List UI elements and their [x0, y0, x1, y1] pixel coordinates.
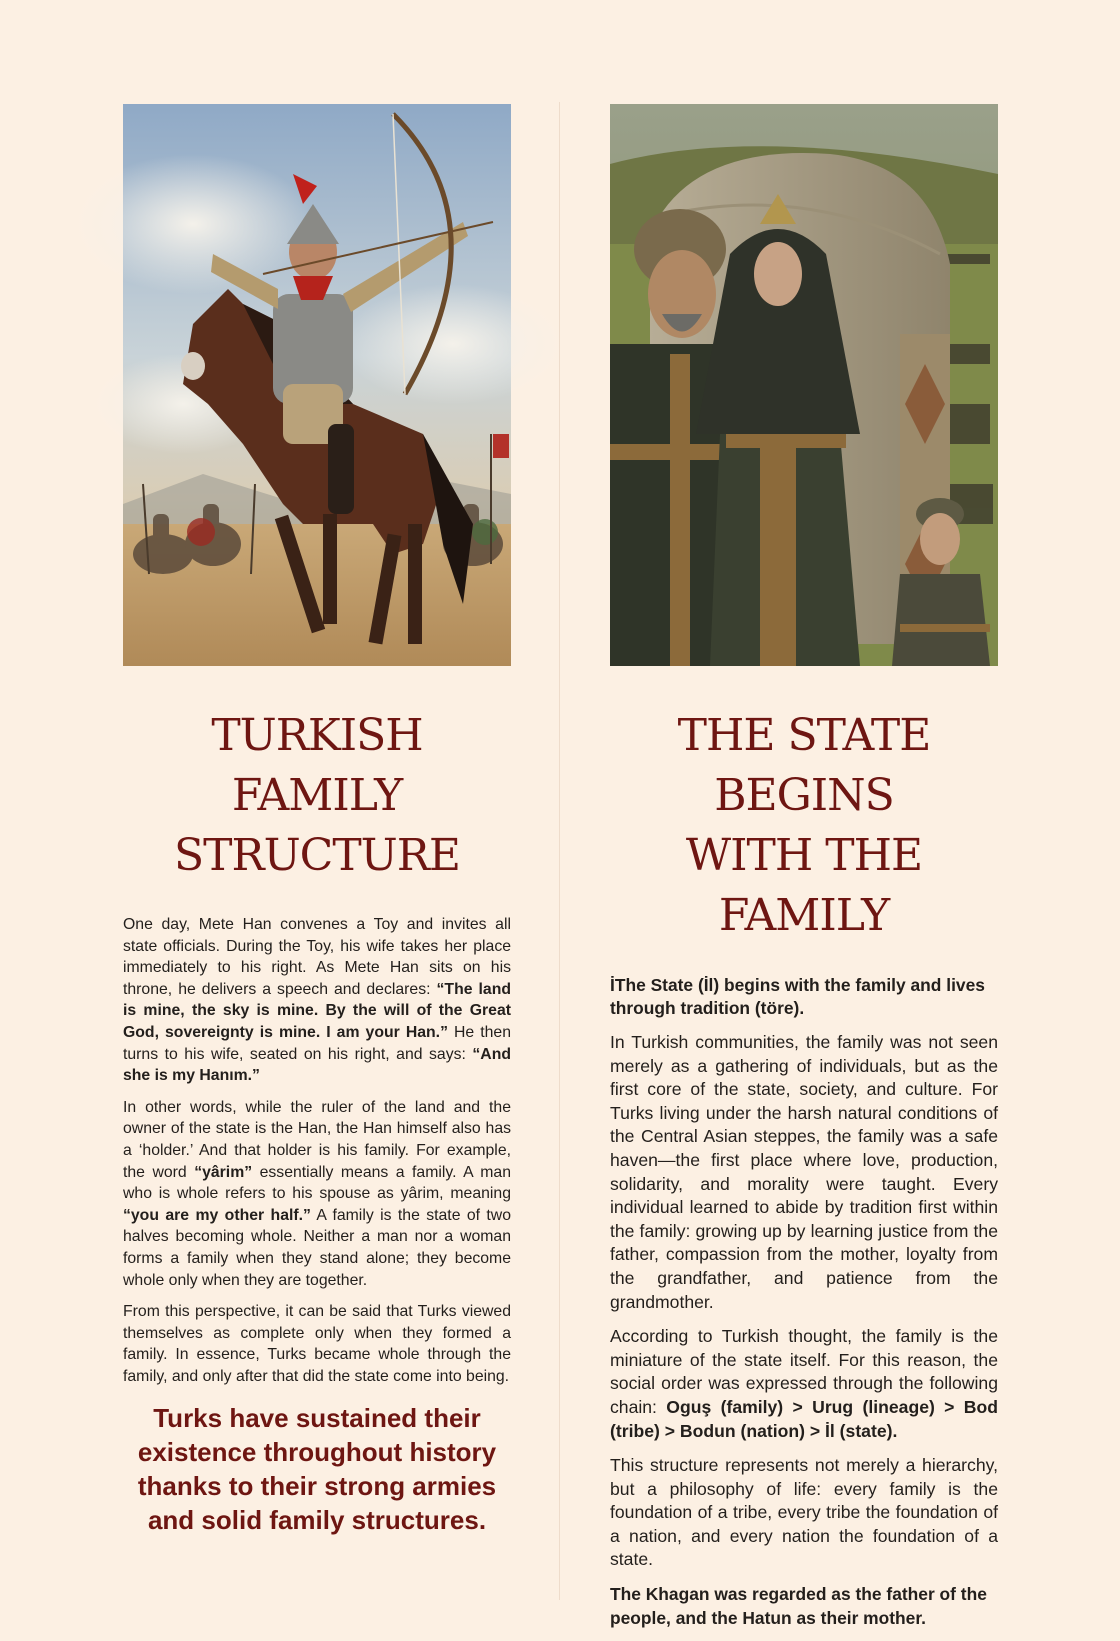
emphasis-line: existence throughout history — [137, 1437, 497, 1468]
text: A family is the state of two halves becoming whole. Neither a man nor a woman forms a family when they stand alone; they become whole only when they are together. — [123, 1206, 511, 1289]
text: One day, Mete Han convenes a Toy and invites all state officials. During the Toy, his wife takes her place immediately to his right. As Mete Han sits on his throne, he delivers a speech and declares: — [123, 916, 511, 998]
emphasis-line: and solid family structures. — [147, 1505, 487, 1536]
emphasis-line: thanks to their strong armies — [137, 1471, 497, 1502]
column-divider — [559, 102, 560, 1600]
right-closing-statement: The Khagan was regarded as the father of the people, and the Hatun as their mother. — [610, 1584, 987, 1628]
right-paragraph-3: This structure represents not merely a hierarchy, but a philosophy of life: every family is the foundation of a tribe, every tribe the foundation of a nation, and every nation the foundation of a state. — [610, 1455, 998, 1570]
emphasis-line: Turks have sustained their — [153, 1403, 481, 1434]
left-body — [123, 914, 511, 1387]
text: He then turns to his wife, seated on his right, and says: — [123, 1023, 511, 1063]
left-title — [123, 706, 511, 886]
text: essentially means a family. A man who is whole refers to his spouse as yârim, meaning — [123, 1163, 512, 1203]
left-title-line: STRUCTURE — [173, 830, 461, 881]
right-paragraph-2 — [610, 1325, 998, 1443]
left-column — [123, 104, 511, 1537]
left-paragraph-2 — [123, 1097, 511, 1291]
left-paragraph-1 — [123, 914, 511, 1087]
horse-archer-image — [123, 104, 511, 666]
right-column — [610, 104, 998, 1641]
text: According to Turkish thought, the family is the miniature of the state itself. For this reason, the social order was expressed through the following chain: — [610, 1326, 998, 1417]
left-title-line: TURKISH FAMILY — [211, 710, 423, 821]
right-lead-statement: İThe State (İl) begins with the family and lives through tradition (töre). — [610, 975, 985, 1018]
right-title-line: WITH THE FAMILY — [685, 830, 923, 941]
bold-quote: “The land is mine, the sky is mine. By the will of the Great God, sovereignty is mine. I am your Han.” — [123, 980, 511, 1041]
bold-quote: “you are my other half.” — [123, 1206, 311, 1224]
left-paragraph-3: From this perspective, it can be said that Turks viewed themselves as complete only when they formed a family. In essence, Turks became whole through the family, and only after that did the state come into being. — [123, 1303, 511, 1385]
family-yurt-image — [610, 104, 998, 666]
text: In other words, while the ruler of the land and the owner of the state is the Han, the Han himself also has a ‘holder.’ And that holder is his family. For example, the word — [123, 1098, 511, 1181]
right-paragraph-1: In Turkish communities, the family was not seen merely as a gathering of individuals, but as the first core of the state, society, and culture. For Turks living under the harsh natural conditions of the Central Asian steppes, the family was a safe haven—the first place where love, production, solidarity, and morality were taught. Every individual learned to abide by tradition first within the family: growing up by learning justice from the father, compassion from the mother, loyalty from the grandfather, and patience from the grandmother. — [610, 1032, 998, 1312]
right-body — [610, 974, 998, 1630]
right-title-line: THE STATE BEGINS — [677, 710, 931, 821]
bold-term: “yârim” — [194, 1163, 253, 1181]
social-order-chain: Oguş (family) > Urug (lineage) > Bod (tribe) > Bodun (nation) > İl (state). — [610, 1396, 998, 1441]
bold-quote: “And she is my Hanım.” — [123, 1045, 511, 1085]
left-emphasis-statement — [123, 1401, 511, 1537]
right-title — [610, 706, 998, 946]
